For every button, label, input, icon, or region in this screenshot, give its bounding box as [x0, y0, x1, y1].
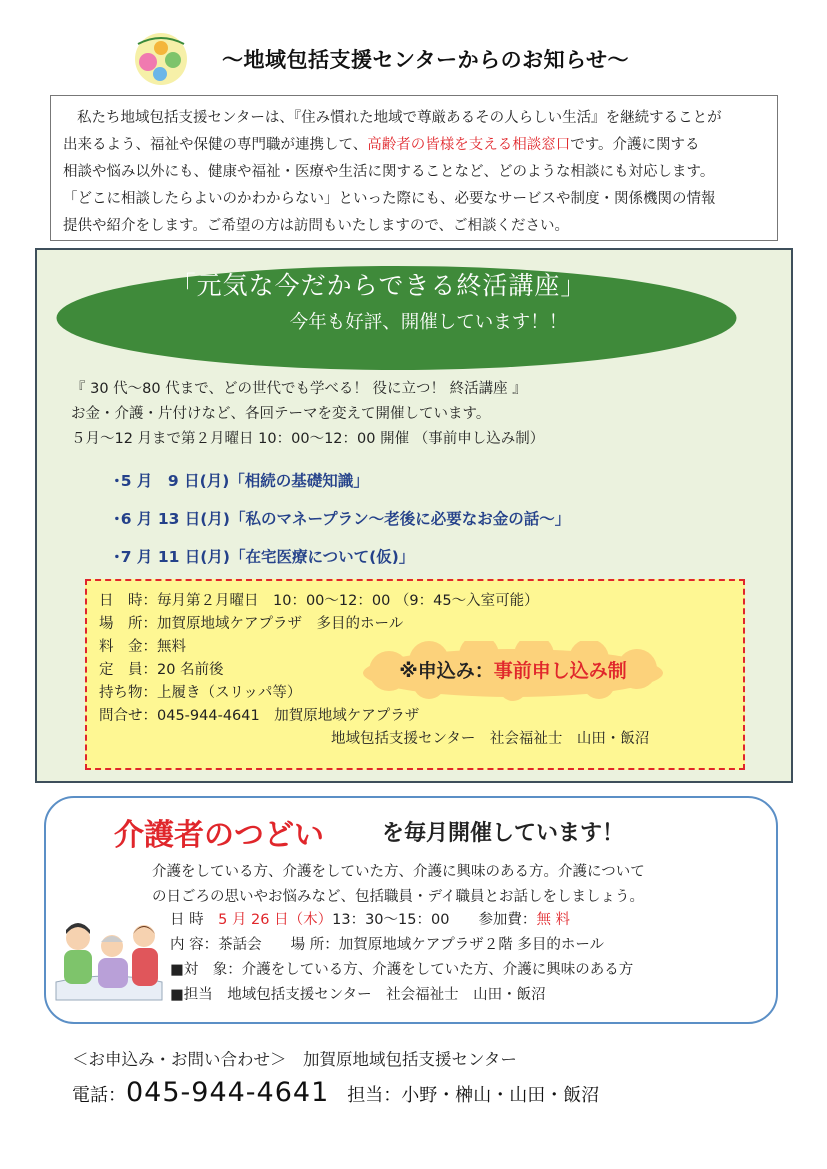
caregivers-content: 内 容：茶話会 場 所：加賀原地域ケアプラザ２階 多目的ホール [170, 937, 605, 953]
caregivers-panel [44, 796, 778, 1024]
page-title: 〜地域包括支援センターからのお知らせ〜 [222, 48, 630, 72]
seminar-subtitle: 今年も好評、開催しています！！ [289, 312, 568, 333]
caregivers-line: の日ごろの思いやお悩みなど、包括職員・デイ職員とお話しをしましょう。 [152, 889, 644, 905]
footer-inquiry: ＜お申込み・お問い合わせ＞ 加賀原地域包括支援センター [72, 1050, 517, 1069]
caregivers-title: 介護者のつどい [114, 818, 324, 853]
info-contact-staff: 地域包括支援センター 社会福祉士 山田・飯沼 [331, 731, 650, 747]
footer-staff: 担当：小野・榊山・山田・飯沼 [347, 1085, 600, 1106]
caregivers-staff: ■担当 地域包括支援センター 社会福祉士 山田・飯沼 [170, 987, 546, 1003]
caregivers-description [152, 860, 645, 910]
info-place: 場 所：加賀原地域ケアプラザ 多目的ホール [99, 616, 404, 632]
seminar-info-box [85, 579, 745, 770]
course-item: ･6 月 13 日(月)「私のマネープラン〜老後に必要なお金の話〜」 [113, 510, 571, 528]
footer-tel: 045-944-4641 [126, 1077, 330, 1108]
caregivers-title-rest: を毎月開催しています！ [382, 821, 625, 846]
caregivers-date: 日 時 5 月 26 日（木）13：30〜15：00 参加費：無 料 [170, 912, 571, 928]
seminar-line: ５月〜12 月まで第２月曜日 10：00〜12：00 開催 （事前申し込み制） [71, 431, 545, 447]
course-item: ･7 月 11 日(月)「在宅医療について(仮)」 [113, 548, 415, 566]
caregivers-details [170, 908, 633, 1008]
info-contact: 問合せ：045-944-4641 加賀原地域ケアプラザ [99, 708, 420, 724]
info-bring: 持ち物：上履き（スリッパ等） [99, 685, 302, 701]
intro-line: 「どこに相談したらよいのかわからない」といった際にも、必要なサービスや制度・関係機関の情報 [63, 191, 716, 207]
footer-contact: 電話：045-944-4641 担当：小野・榊山・山田・飯沼 [72, 1077, 600, 1108]
seminar-panel [35, 248, 793, 783]
seminar-line: お金・介護・片付けなど、各回テーマを変えて開催しています。 [71, 406, 491, 422]
intro-line: 出来るよう、福祉や保健の専門職が連携して、高齢者の皆様を支える相談窓口です。介護に関する [63, 137, 700, 153]
intro-line: 提供や紹介をします。ご希望の方は訪問もいたしますので、ご相談ください。 [63, 218, 570, 234]
info-fee: 料 金：無料 [99, 639, 186, 655]
caregivers-target: ■対 象：介護をしている方、介護をしていた方、介護に興味のある方 [170, 962, 634, 978]
caregivers-illustration-icon [54, 912, 164, 1002]
seminar-title: 「元気な今だからできる終活講座」 [170, 271, 587, 300]
apply-notice: ※申込み：事前申し込み制 [399, 660, 627, 682]
course-item: ･5 月 9 日(月)「相続の基礎知識」 [113, 472, 369, 490]
caregivers-line: 介護をしている方、介護をしていた方、介護に興味のある方。介護について [152, 864, 645, 880]
seminar-description [71, 377, 544, 452]
intro-line: 相談や悩み以外にも、健康や福祉・医療や生活に関することなど、どのような相談にも対応します。 [63, 164, 715, 180]
center-logo-icon [128, 30, 194, 88]
info-datetime: 日 時：毎月第２月曜日 10：00〜12：00 （9：45〜入室可能） [99, 593, 539, 609]
course-list [113, 462, 570, 576]
seminar-line: 『 30 代〜80 代まで、どの世代でも学べる！ 役に立つ！ 終活講座 』 [71, 381, 527, 397]
intro-box [50, 95, 778, 241]
intro-highlight: 高齢者の皆様を支える相談窓口 [367, 137, 571, 153]
info-capacity: 定 員：20 名前後 [99, 662, 224, 678]
intro-line: 私たち地域包括支援センターは、『住み慣れた地域で尊厳あるその人らしい生活』を継続することが [77, 110, 722, 126]
